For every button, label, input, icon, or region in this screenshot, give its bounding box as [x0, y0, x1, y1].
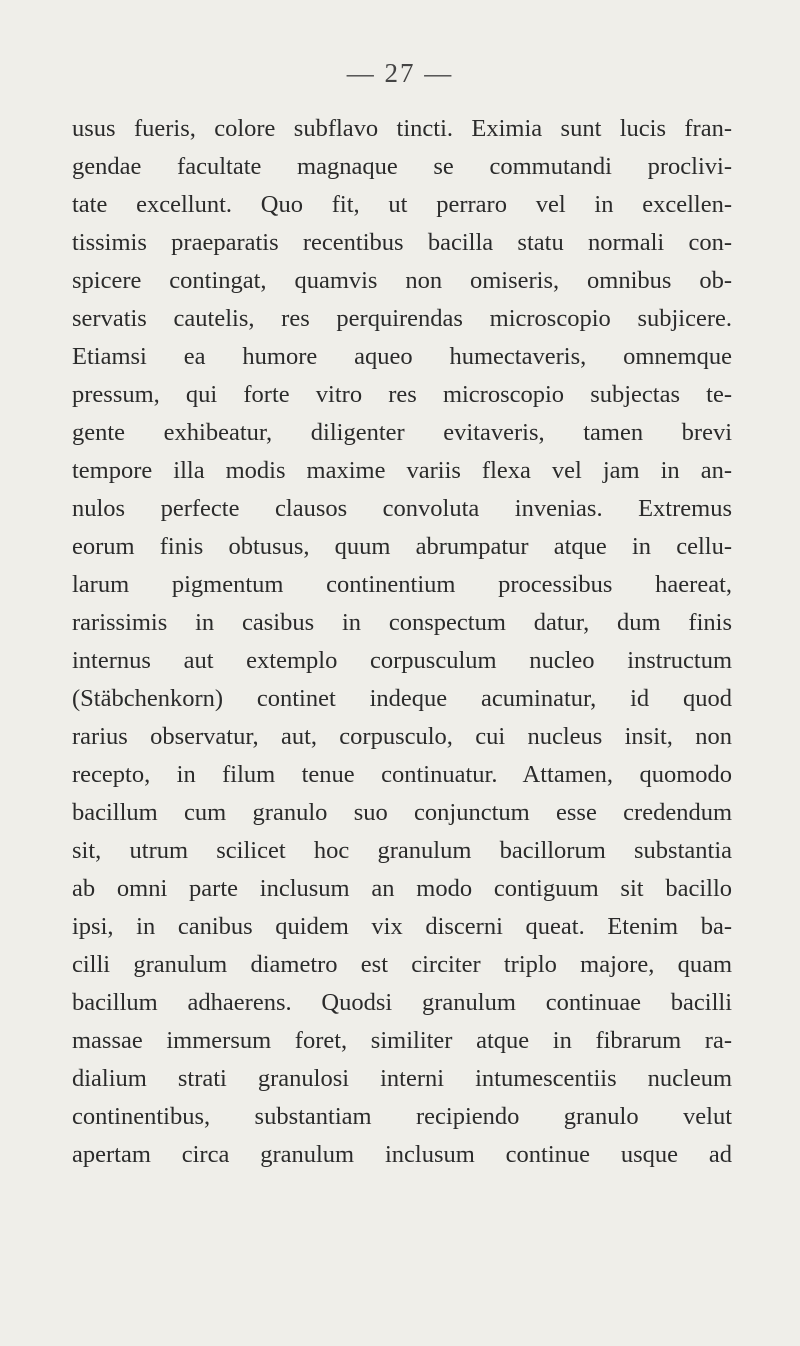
text-line: Etiamsi ea humore aqueo humectaveris, omnemque [72, 343, 732, 370]
text-line: tate excellunt. Quo fit, ut perraro vel in excellen- [72, 191, 732, 218]
text-line: dialium strati granulosi interni intumescentiis nucleum [72, 1065, 732, 1092]
text-line: servatis cautelis, res perquirendas microscopio subjicere. [72, 305, 732, 332]
text-line: nulos perfecte clausos convoluta invenias. Extremus [72, 495, 732, 522]
text-line: ipsi, in canibus quidem vix discerni queat. Etenim ba- [72, 913, 732, 940]
text-line: gente exhibeatur, diligenter evitaveris, tamen brevi [72, 419, 732, 446]
text-line: cilli granulum diametro est circiter triplo majore, quam [72, 951, 732, 978]
text-line: tempore illa modis maxime variis flexa vel jam in an- [72, 457, 732, 484]
text-line: rarissimis in casibus in conspectum datur, dum finis [72, 609, 732, 636]
text-line: sit, utrum scilicet hoc granulum bacillorum substantia [72, 837, 732, 864]
text-line: tissimis praeparatis recentibus bacilla statu normali con- [72, 229, 732, 256]
text-line: bacillum cum granulo suo conjunctum esse credendum [72, 799, 732, 826]
text-line: (Stäbchenkorn) continet indeque acuminatur, id quod [72, 685, 732, 712]
text-line: bacillum adhaerens. Quodsi granulum continuae bacilli [72, 989, 732, 1016]
text-line: apertam circa granulum inclusum continue usque ad [72, 1141, 732, 1168]
text-line: usus fueris, colore subflavo tincti. Eximia sunt lucis fran- [72, 115, 732, 142]
text-line: massae immersum foret, similiter atque in fibrarum ra- [72, 1027, 732, 1054]
page-number: — 27 — [346, 58, 454, 88]
body-text [72, 110, 732, 1174]
text-line: spicere contingat, quamvis non omiseris, omnibus ob- [72, 267, 732, 294]
text-line: internus aut extemplo corpusculum nucleo instructum [72, 647, 732, 674]
text-line: recepto, in filum tenue continuatur. Attamen, quomodo [72, 761, 732, 788]
text-line: larum pigmentum continentium processibus haereat, [72, 571, 732, 598]
text-line: gendae facultate magnaque se commutandi proclivi- [72, 153, 732, 180]
text-line: rarius observatur, aut, corpusculo, cui nucleus insit, non [72, 723, 732, 750]
text-line: pressum, qui forte vitro res microscopio subjectas te- [72, 381, 732, 408]
text-line: ab omni parte inclusum an modo contiguum sit bacillo [72, 875, 732, 902]
text-line: eorum finis obtusus, quum abrumpatur atque in cellu- [72, 533, 732, 560]
text-line: continentibus, substantiam recipiendo granulo velut [72, 1103, 732, 1130]
